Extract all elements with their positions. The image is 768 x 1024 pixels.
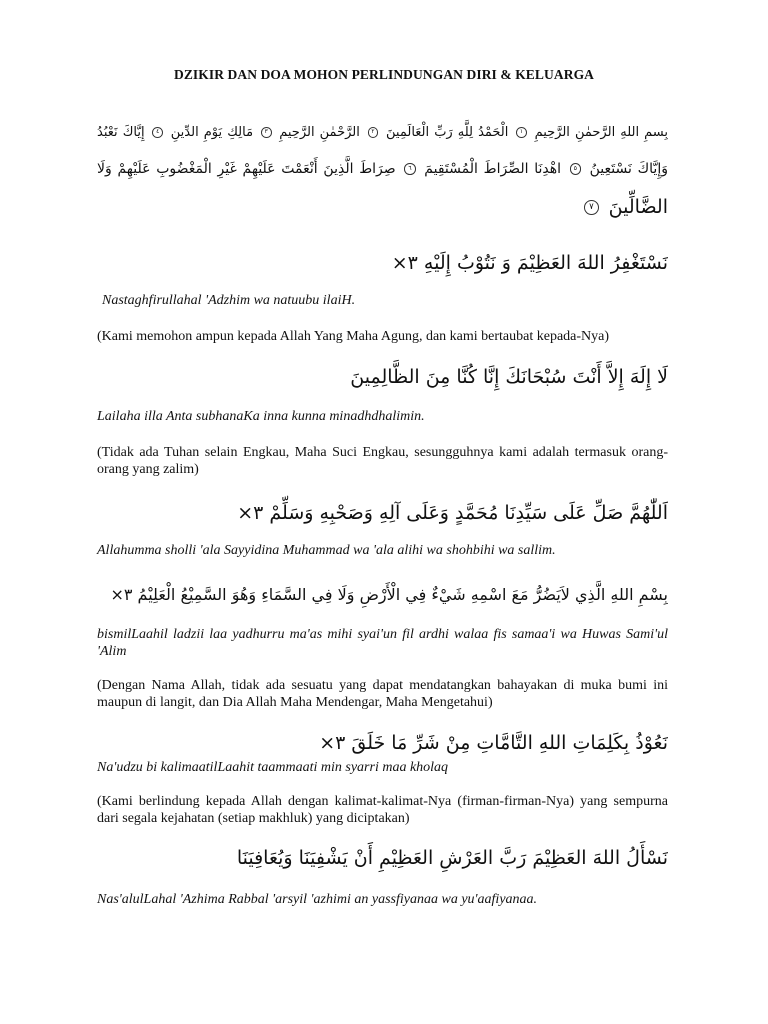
ayah-end-marker	[152, 127, 163, 138]
ayah-number: ٦	[408, 164, 412, 172]
fatihah-line-2	[97, 151, 668, 187]
arabic-verse-segment: إِيَّاكَ نَعْبُدُ	[97, 125, 145, 140]
ayah-end-marker	[516, 127, 527, 138]
arabic-verse-segment: الْحَمْدُ لِلَّهِ رَبِّ الْعَالَمِينَ	[386, 125, 509, 140]
dua-transliteration: Allahumma sholli 'ala Sayyidina Muhammad wa 'ala alihi wa shohbihi wa sallim.	[97, 543, 556, 558]
dua-arabic: نَعُوْذُ بِكَلِمَاتِ اللهِ التَّامَّاتِ مِنْ شَرِّ مَا خَلَقَ ٣×	[319, 732, 668, 754]
arabic-verse-segment: بِسمِ اللهِ الرَّحمٰنِ الرَّحِيمِ	[534, 125, 668, 140]
dua-arabic: اَللّٰهُمَّ صَلِّ عَلَى سَيِّدِنَا مُحَمَّدٍ وَعَلَى آلِهِ وَصَحْبِهِ وَسَلِّمْ ٣×	[237, 502, 668, 524]
dua-arabic: لَا إِلَهَ إِلاَّ أَنْتَ سُبْحَانَكَ إِنَّا كُنَّا مِنَ الظَّالِمِينَ	[350, 366, 668, 388]
ayah-number: ٧	[589, 202, 594, 213]
dua-transliteration: bismilLaahil ladzii laa yadhurru ma'as mihi syai'un fil ardhi walaa fis samaa'i wa Huwas Sami'ul 'Alim	[97, 627, 668, 659]
arabic-verse-segment: مَالِكِ يَوْمِ الدِّينِ	[170, 125, 254, 140]
ayah-number: ٣	[264, 128, 268, 135]
ayah-end-marker	[368, 127, 379, 138]
dua-transliteration: Na'udzu bi kalimaatilLaahit taammaati min syarri maa kholaq	[97, 760, 449, 775]
fatihah-line-1	[97, 115, 668, 151]
dua-translation: (Tidak ada Tuhan selain Engkau, Maha Suci Engkau, sesungguhnya kami adalah termasuk orang-orang yang zalim)	[97, 445, 668, 477]
dua-transliteration: Nas'alulLahal 'Azhima Rabbal 'arsyil 'azhimi an yassfiyanaa wa yu'aafiyanaa.	[97, 892, 538, 907]
ayah-number: ٤	[156, 128, 160, 135]
ayah-number: ٢	[371, 128, 375, 135]
dua-transliteration: Nastaghfirullahal 'Adzhim wa natuubu ilaiH.	[102, 293, 356, 308]
dua-arabic: نَسْتَغْفِرُ اللهَ العَظِيْمَ وَ نَتُوْبُ إِلَيْهِ ٣×	[391, 252, 668, 274]
ayah-end-marker	[584, 200, 599, 215]
arabic-verse-segment: وَإِيَّاكَ نَسْتَعِينُ	[589, 161, 668, 177]
ayah-end-marker	[404, 163, 416, 175]
dua-translation: (Dengan Nama Allah, tidak ada sesuatu yang dapat mendatangkan bahayakan di muka bumi ini maupun di langit, dan Dia Allah Maha Mendengar, Maha Mengetahui)	[97, 678, 668, 710]
dua-arabic: بِسْمِ اللهِ الَّذِي لاَيَضُرُّ مَعَ اسْمِهِ شَيْءٌ فِي الْأَرْضِ وَلَا فِي السَّمَاءِ وَهُوَ السَّمِيْعُ الْعَلِيْمُ ٣×	[110, 585, 668, 604]
dua-translation: (Kami berlindung kepada Allah dengan kalimat-kalimat-Nya (firman-firman-Nya) yang sempurna dari segala kejahatan (setiap makhluk) yang diciptakan)	[97, 794, 668, 826]
ayah-number: ١	[519, 128, 524, 135]
ayah-number: ٥	[573, 164, 578, 172]
ayah-end-marker	[261, 127, 272, 138]
ayah-end-marker	[570, 163, 582, 175]
dua-arabic: نَسْأَلُ اللهَ العَظِيْمَ رَبَّ العَرْشِ العَظِيْمِ أَنْ يَشْفِيَنَا وَيُعَافِيَنَا	[236, 847, 668, 869]
arabic-verse-segment: اهْدِنَا الصِّرَاطَ الْمُسْتَقِيمَ	[424, 161, 562, 177]
arabic-verse-segment: صِرَاطَ الَّذِينَ أَنْعَمْتَ عَلَيْهِمْ غَيْرِ الْمَغْضُوبِ عَلَيْهِمْ وَلَا	[97, 161, 396, 177]
dua-translation: (Kami memohon ampun kepada Allah Yang Maha Agung, dan kami bertaubat kepada-Nya)	[97, 329, 610, 344]
arabic-verse-segment: الرَّحْمٰنِ الرَّحِيمِ	[279, 125, 360, 140]
fatihah-line-3	[97, 189, 668, 225]
dua-transliteration: Lailaha illa Anta subhanaKa inna kunna minadhdhalimin.	[97, 409, 425, 424]
arabic-verse-segment: الضَّالِّينَ	[608, 196, 668, 218]
document-title: DZIKIR DAN DOA MOHON PERLINDUNGAN DIRI & KELUARGA	[173, 67, 595, 82]
